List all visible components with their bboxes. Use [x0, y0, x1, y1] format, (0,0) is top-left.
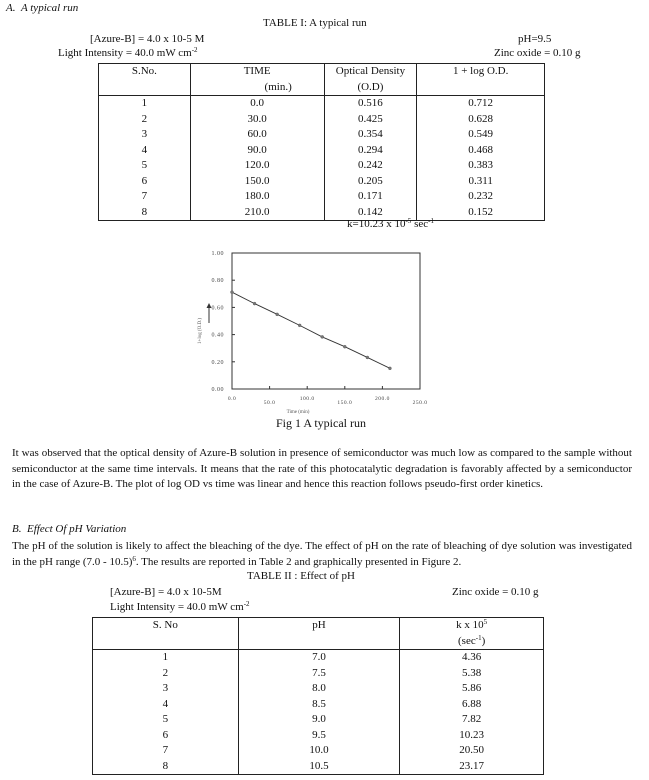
table1-cell-sno: 6 — [99, 174, 191, 190]
table1-row — [99, 158, 545, 174]
table2-cell-ph: 8.0 — [238, 681, 400, 697]
table1-rate-constant — [347, 218, 434, 230]
table1-k-unit-exp: -1 — [428, 217, 434, 225]
data-point — [343, 345, 346, 348]
plot-frame — [232, 253, 420, 389]
table2-header-k-unit: (sec — [458, 634, 476, 647]
table2-cell-ph: 7.5 — [238, 666, 400, 682]
data-point — [366, 356, 369, 359]
table1-cell-log: 0.549 — [417, 127, 545, 143]
data-point — [253, 302, 256, 305]
table2-cell-k: 23.17 — [400, 759, 544, 775]
table2-header-sno: S. No — [93, 618, 239, 650]
table2-cell-sno: 6 — [93, 728, 239, 744]
x-tick-label: 0.0 — [227, 396, 237, 402]
y-tick-label: 0.60 — [211, 305, 224, 312]
table2-light-intensity — [110, 601, 250, 613]
table2-cell-ph: 10.5 — [238, 759, 400, 775]
table2-light-text: Light Intensity = 40.0 mW cm — [110, 601, 244, 613]
table1-cell-log: 0.468 — [417, 143, 545, 159]
table1-header-od-unit: (O.D) — [357, 80, 384, 93]
table2-cell-sno: 7 — [93, 743, 239, 759]
table1-cell-log: 0.383 — [417, 158, 545, 174]
x-tick-label: 150.0 — [337, 400, 353, 406]
table2-zinc-oxide: Zinc oxide = 0.10 g — [452, 586, 539, 598]
paragraph-ph-effect — [12, 539, 632, 570]
table1-header-od — [324, 64, 417, 96]
table1-cell-sno: 8 — [99, 205, 191, 221]
table2-cell-ph: 9.0 — [238, 712, 400, 728]
table1-header-time-label: TIME — [243, 65, 271, 77]
table2-header-k-line1 — [400, 618, 543, 634]
table1-header-sno: S.No. — [99, 64, 191, 96]
data-point — [388, 367, 391, 370]
table1-cell-time: 180.0 — [190, 189, 324, 205]
table1-cell-sno: 3 — [99, 127, 191, 143]
y-tick-label: 0.40 — [211, 332, 224, 339]
table2-header-k — [400, 618, 544, 650]
table2-header-ph: pH — [238, 618, 400, 650]
section-a-heading — [6, 2, 78, 14]
table2-row — [93, 650, 544, 666]
table1-light-text: Light Intensity = 40.0 mW cm — [58, 47, 192, 59]
table1-header-od-label: Optical Density — [335, 65, 406, 77]
table2-row — [93, 666, 544, 682]
table1-cell-od: 0.425 — [324, 112, 417, 128]
table2-cell-k: 4.36 — [400, 650, 544, 666]
table2-cell-k: 5.86 — [400, 681, 544, 697]
table2-header-row — [93, 618, 544, 650]
y-tick-label: 0.00 — [211, 387, 224, 393]
table2-cell-sno: 4 — [93, 697, 239, 713]
table2-row — [93, 759, 544, 775]
table1-cell-time: 120.0 — [190, 158, 324, 174]
table1-cell-log: 0.628 — [417, 112, 545, 128]
y-tick-label: 1.00 — [211, 251, 224, 257]
table2-cell-sno: 3 — [93, 681, 239, 697]
table2-cell-k: 7.82 — [400, 712, 544, 728]
table1-k-unit: sec — [411, 218, 429, 230]
table1-row — [99, 96, 545, 112]
table2-cell-ph: 8.5 — [238, 697, 400, 713]
figure1-caption: Fig 1 A typical run — [276, 416, 366, 430]
table2-header-k-unit-close: ) — [481, 634, 486, 647]
table1-row — [99, 127, 545, 143]
table1-k-text: k=10.23 x 10 — [347, 218, 406, 230]
table1-cell-time: 60.0 — [190, 127, 324, 143]
table1-cell-time: 30.0 — [190, 112, 324, 128]
table1-header-row — [99, 64, 545, 96]
table1-row — [99, 189, 545, 205]
table1-cell-od: 0.171 — [324, 189, 417, 205]
table1-header-time-unit: (min.) — [264, 80, 292, 93]
table2-header-k-unit-exp: -1 — [475, 633, 482, 642]
table1-cell-time: 0.0 — [190, 96, 324, 112]
table1-cell-log: 0.712 — [417, 96, 545, 112]
table1-cell-time: 210.0 — [190, 205, 324, 221]
x-tick-label: 50.0 — [263, 400, 276, 406]
table1-cell-log: 0.311 — [417, 174, 545, 190]
table2-cell-sno: 1 — [93, 650, 239, 666]
section-b-letter: B. — [12, 523, 22, 535]
x-tick-label: 100.0 — [299, 396, 315, 402]
section-a-title: A typical run — [20, 2, 79, 14]
table2 — [92, 617, 544, 775]
section-b-heading — [12, 523, 126, 535]
table1-cell-od: 0.205 — [324, 174, 417, 190]
table1-cell-od: 0.354 — [324, 127, 417, 143]
table1 — [98, 63, 545, 221]
data-point — [231, 291, 234, 294]
table1-cell-sno: 7 — [99, 189, 191, 205]
table2-cell-ph: 9.5 — [238, 728, 400, 744]
x-tick-label: 200.0 — [374, 396, 390, 402]
figure1-chart — [190, 243, 450, 418]
table2-cell-k: 10.23 — [400, 728, 544, 744]
table1-ph: pH=9.5 — [518, 33, 552, 45]
y-axis-label: 1+log (O.D.) — [198, 317, 203, 345]
table2-azure-concentration: [Azure-B] = 4.0 x 10-5M — [110, 586, 222, 598]
paragraph-ph-text-end: . The results are reported in Table 2 and graphically presented in Figure 2. — [135, 555, 462, 568]
y-tick-label: 0.80 — [211, 278, 224, 285]
table2-row — [93, 681, 544, 697]
table1-row — [99, 205, 545, 221]
data-point — [321, 335, 324, 338]
table1-cell-od: 0.242 — [324, 158, 417, 174]
table1-cell-time: 90.0 — [190, 143, 324, 159]
table1-row — [99, 143, 545, 159]
data-point — [298, 324, 301, 327]
table2-row — [93, 743, 544, 759]
table2-light-exp: -2 — [243, 600, 250, 608]
x-axis-label: Time (min) — [286, 410, 310, 415]
table1-header-time — [190, 64, 324, 96]
paragraph-ph-text: The pH of the solution is likely to affect the bleaching of the dye. The effect of pH on the rate of bleaching of dye solution was investigated in the pH range (7.0 - 10.5) — [12, 540, 632, 568]
section-b-title: Effect Of pH Variation — [26, 523, 127, 535]
table2-header-k-exp: 5 — [483, 618, 488, 626]
table1-zinc-oxide: Zinc oxide = 0.10 g — [494, 47, 581, 59]
table1-caption: TABLE I: A typical run — [263, 17, 367, 29]
table1-row — [99, 112, 545, 128]
table1-cell-sno: 2 — [99, 112, 191, 128]
table2-row — [93, 697, 544, 713]
table1-cell-sno: 4 — [99, 143, 191, 159]
table1-cell-log: 0.152 — [417, 205, 545, 221]
table1-cell-sno: 1 — [99, 96, 191, 112]
paragraph-ph-ref: 6 — [132, 554, 136, 563]
section-a-letter: A. — [6, 2, 16, 14]
table1-cell-od: 0.294 — [324, 143, 417, 159]
table2-header-k-line2 — [400, 634, 543, 650]
table2-cell-ph: 7.0 — [238, 650, 400, 666]
table1-cell-od: 0.142 — [324, 205, 417, 221]
table1-cell-time: 150.0 — [190, 174, 324, 190]
table2-cell-k: 6.88 — [400, 697, 544, 713]
table1-light-intensity — [58, 47, 198, 59]
table1-row — [99, 174, 545, 190]
table2-cell-k: 20.50 — [400, 743, 544, 759]
table1-cell-log: 0.232 — [417, 189, 545, 205]
data-point — [276, 313, 279, 316]
table2-header-k-label: k x 10 — [456, 619, 484, 631]
table1-header-log: 1 + log O.D. — [417, 64, 545, 96]
table1-cell-od: 0.516 — [324, 96, 417, 112]
table2-cell-ph: 10.0 — [238, 743, 400, 759]
paragraph-observation: It was observed that the optical density of Azure-B solution in presence of semiconductor was much low as compared to the sample without semiconductor at the same time intervals. It means that the rate of this photocatalytic degradation is favorably affected by a semiconductor in the case of Azure-B. The plot of log OD vs time was linear and hence this reaction follows pseudo-first order kinetics. — [12, 447, 632, 491]
x-tick-label: 250.0 — [412, 400, 428, 406]
y-tick-label: 0.20 — [211, 359, 224, 366]
table2-cell-sno: 5 — [93, 712, 239, 728]
table1-azure-concentration: [Azure-B] = 4.0 x 10-5 M — [90, 33, 205, 45]
table2-row — [93, 728, 544, 744]
table2-row — [93, 712, 544, 728]
table1-cell-sno: 5 — [99, 158, 191, 174]
table1-light-exp: -2 — [191, 46, 198, 54]
table2-cell-k: 5.38 — [400, 666, 544, 682]
table2-caption: TABLE II : Effect of pH — [247, 570, 355, 582]
table2-cell-sno: 8 — [93, 759, 239, 775]
table1-k-exp: -5 — [405, 217, 412, 225]
table2-cell-sno: 2 — [93, 666, 239, 682]
